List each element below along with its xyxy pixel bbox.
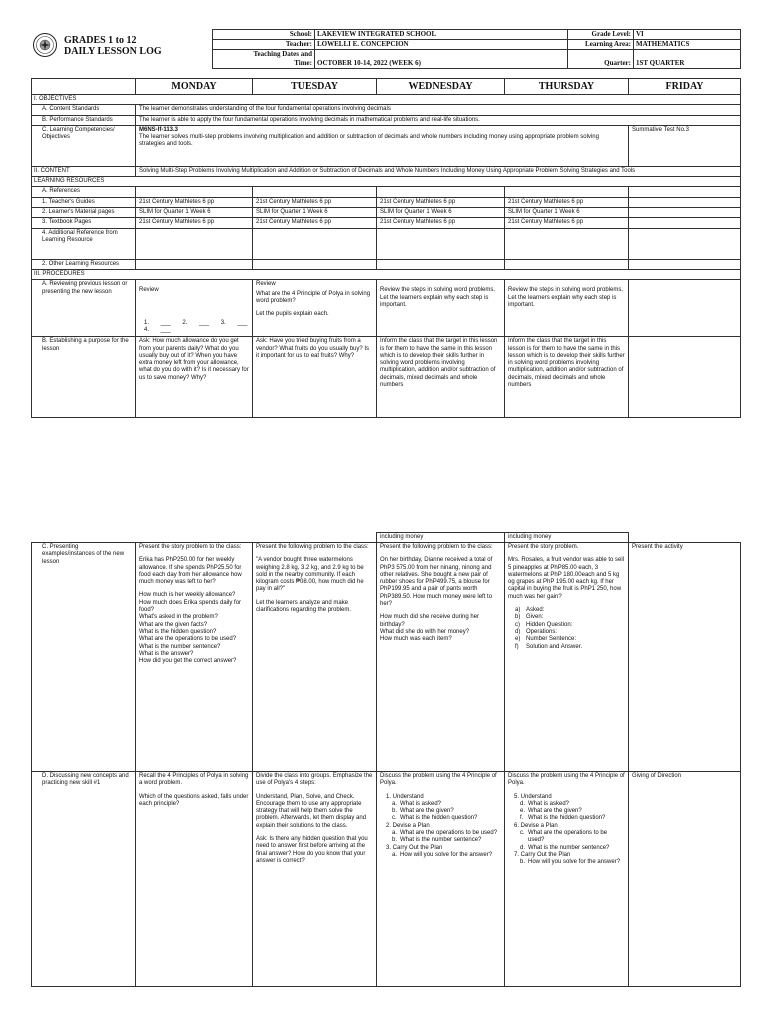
dates-value: OCTOBER 10-14, 2022 (WEEK 6) <box>315 50 568 69</box>
row-label-other-resources: 2. Other Learning Resources <box>32 259 136 269</box>
content-standards-text: The learner demonstrates understanding of the four fundamental operations involving decimals <box>136 105 741 115</box>
section-learning-resources: LEARNING RESOURCES <box>32 177 741 187</box>
discuss-thu-intro: Discuss the problem using the 4 Principle of Polya. <box>508 773 625 787</box>
other-thu <box>505 259 629 269</box>
other-wed <box>377 259 505 269</box>
competencies-cell <box>136 125 629 166</box>
day-header-wednesday: WEDNESDAY <box>377 79 505 95</box>
row-label-textbook-pages: 3. Textbook Pages <box>32 218 136 228</box>
add-thu <box>505 228 629 259</box>
discuss-thu-step2: 6. Devise a Plan <box>514 822 558 829</box>
present-mon-q1: How much is her weekly allowance? <box>139 592 236 599</box>
list-item: f) Solution and Answer. <box>515 643 583 650</box>
row-label-presenting: C. Presenting examples/instances of the new lesson <box>32 543 136 772</box>
present-tue-intro: Present the following problem to the class: <box>256 544 369 550</box>
purpose-wed: Inform the class that the target in this lesson is for them to have the same in this lesson which is to develop their skills further in solving word problems involving multiplication, addition and/or subtraction of decimals, mixed decimals and whole numbers <box>377 337 505 418</box>
cont-tue <box>253 533 377 543</box>
tb-fri <box>629 218 741 228</box>
review-thu-text: Review the steps in solving word problems. Let the learners explain why each step is important. <box>508 287 624 308</box>
review-wed <box>377 280 505 337</box>
tb-thu: 21st Century Mathletes 6 pp <box>505 218 629 228</box>
school-value: LAKEVIEW INTEGRATED SCHOOL <box>315 30 568 40</box>
row-label-content-standards: A. Content Standards <box>32 105 136 115</box>
tg-mon: 21st Century Mathletes 6 pp <box>136 197 253 207</box>
quarter-label: Quarter: <box>568 50 634 69</box>
row-label-additional-reference: 4. Additional Reference from Learning Resource <box>32 228 136 259</box>
discuss-tue-text1: Divide the class into groups. Emphasize the use of Polya's 4 steps: <box>256 773 373 787</box>
present-mon-q8: What is the answer? <box>139 650 194 657</box>
purpose-fri <box>629 337 741 418</box>
area-label: Learning Area: <box>568 40 634 50</box>
present-mon-q6: What are the operations to be used? <box>139 636 237 643</box>
list-item: e. What are the given? <box>520 808 582 815</box>
review-mon-items: 1. ___ 2. ___ 3. ___ 4. ___ <box>144 319 248 333</box>
discuss-mon-text2: Which of the questions asked, falls under each principle? <box>139 793 249 807</box>
discuss-wed-intro: Discuss the problem using the 4 Principle of Polya. <box>380 773 497 787</box>
present-mon-q7: What is the number sentence? <box>139 643 221 650</box>
tb-mon: 21st Century Mathletes 6 pp <box>136 218 253 228</box>
discuss-mon <box>136 772 253 987</box>
present-wed-q2: What did she do with her money? <box>380 628 470 635</box>
lm-mon: SLIM for Quarter 1 Week 6 <box>136 208 253 218</box>
discuss-thu-step3: 7. Carry Out the Plan <box>514 851 571 858</box>
list-item: c) Hidden Question: <box>515 621 573 628</box>
lesson-log-table-page2 <box>31 532 741 987</box>
present-tue-problem: "A vendor bought three watermelons weighing 2.8 kg, 3.2 kg, and 2.9 kg to be sold in the nearby community. If each kilogram costs ₱08.00, how much did he pay in all?" <box>256 557 364 593</box>
list-item: b. What is the number sentence? <box>392 837 482 844</box>
review-tue-title: Review <box>256 281 276 288</box>
add-mon <box>136 228 253 259</box>
present-mon-q5: What is the hidden question? <box>139 628 217 635</box>
lm-wed: SLIM for Quarter 1 Week 6 <box>377 208 505 218</box>
present-wed-intro: Present the following problem to the class: <box>380 544 493 550</box>
tg-fri <box>629 197 741 207</box>
present-fri: Present the activity <box>629 543 741 772</box>
review-tue <box>253 280 377 337</box>
discuss-wed <box>377 772 505 987</box>
discuss-thu-step1: 5. Understand <box>514 793 552 800</box>
content-text: Solving Multi-Step Problems Involving Multiplication and Addition or Subtraction of Decimals and Whole Numbers Including Money Using Appropriate Problem Solving Strategies and Tools <box>136 166 741 176</box>
row-label-purpose: B. Establishing a purpose for the lesson <box>32 337 136 418</box>
dates-label <box>213 50 315 69</box>
teacher-label: Teacher: <box>213 40 315 50</box>
grade-label: Grade Level: <box>568 30 634 40</box>
performance-standards-text: The learner is able to apply the four fundamental operations involving decimals in mathematical problems and real-life situations. <box>136 115 741 125</box>
cont-fri <box>629 533 741 543</box>
quarter-value: 1ST QUARTER <box>634 50 741 69</box>
form-title-line2: DAILY LESSON LOG <box>64 46 162 57</box>
other-tue <box>253 259 377 269</box>
present-tue-instruction: Let the learners analyze and make clarifications regarding the problem. <box>256 599 352 614</box>
present-wed-q3: How much was each item? <box>380 636 452 643</box>
competency-text: The learner solves multi-step problems involving multiplication and addition or subtraction of decimals and whole numbers including money using appropriate problem solving strategies and tools. <box>139 134 599 148</box>
list-item: b) Given: <box>515 614 544 621</box>
cont-mon <box>136 533 253 543</box>
grade-value: VI <box>634 30 741 40</box>
present-wed-problem: On her birthday, Dianne received a total of PhP3 575.00 from her ninang, ninong and other relatives. She bought a new pair of rubber shoes for PhP499.75, a blouse for PhP199.95 and a pair of pants worth PhP389.50. How much money were left to her? <box>380 557 493 608</box>
discuss-fri: Giving of Direction <box>629 772 741 987</box>
list-item: a. What is asked? <box>392 800 442 807</box>
review-tue-instruction: Let the pupils explain each. <box>256 311 329 318</box>
section-objectives: I. OBJECTIVES <box>32 95 741 105</box>
list-item: b. What are the given? <box>392 808 454 815</box>
tg-thu: 21st Century Mathletes 6 pp <box>505 197 629 207</box>
present-mon-q3: What's asked in the problem? <box>139 614 218 621</box>
deped-seal-icon <box>33 33 57 57</box>
row-label-reviewing: A. Reviewing previous lesson or presenting the new lesson <box>32 280 136 337</box>
add-wed <box>377 228 505 259</box>
discuss-tue-text2: Understand, Plan, Solve, and Check. Encourage them to use any appropriate strategy that will help them solve the problem. Afterwards, let them display and explain their solutions to the class. <box>256 793 367 829</box>
present-mon-q4: What are the given facts? <box>139 621 208 628</box>
other-fri <box>629 259 741 269</box>
present-thu-problem: Mrs. Rosales, a fruit vendor was able to sell 5 pineapples at PhP85.00 each, 3 watermelons at PhP 180.00each and 5 kg og grapes at PhP 195.00 each kg. If her capital in buying the fruit is PhP1 250, how much was her gain? <box>508 557 625 600</box>
list-item: f. What is the hidden question? <box>520 815 606 822</box>
lm-tue: SLIM for Quarter 1 Week 6 <box>253 208 377 218</box>
list-item: a. How will you solve for the answer? <box>392 851 493 858</box>
cont-label <box>32 533 136 543</box>
form-title-line1: GRADES 1 to 12 <box>64 35 137 46</box>
cont-thu: including money <box>505 533 629 543</box>
dates-label-line2: Time: <box>294 59 312 67</box>
discuss-mon-text1: Recall the 4 Principles of Polya in solving a word problem. <box>139 773 249 787</box>
row-label-references: A. References <box>32 187 136 197</box>
present-mon <box>136 543 253 772</box>
review-mon <box>136 280 253 337</box>
references-tue <box>253 187 377 197</box>
corner-cell <box>32 79 136 95</box>
discuss-thu <box>505 772 629 987</box>
lm-fri <box>629 208 741 218</box>
present-mon-q2: How much does Erika spends daily for food? <box>139 599 242 614</box>
day-header-tuesday: TUESDAY <box>253 79 377 95</box>
list-item: c. What are the operations to be used? <box>520 830 608 844</box>
present-thu <box>505 543 629 772</box>
discuss-tue <box>253 772 377 987</box>
references-mon <box>136 187 253 197</box>
day-header-monday: MONDAY <box>136 79 253 95</box>
form-title <box>64 35 162 57</box>
discuss-tue-text3: Ask: Is there any hidden question that you need to answer first before arriving at the final answer? How do you know that your answer is correct? <box>256 836 368 864</box>
list-item: c. What is the hidden question? <box>392 815 478 822</box>
competency-code: M6NS-If-113.3 <box>139 126 179 133</box>
review-wed-text: Review the steps in solving word problems. Let the learners explain why each step is important. <box>380 287 496 308</box>
references-thu <box>505 187 629 197</box>
dates-label-line1: Teaching Dates and <box>253 50 312 58</box>
list-item: e) Number Sentence: <box>515 636 577 643</box>
discuss-wed-step2: 2. Devise a Plan <box>386 822 430 829</box>
list-item: d. What is the number sentence? <box>520 844 610 851</box>
lm-thu: SLIM for Quarter 1 Week 6 <box>505 208 629 218</box>
tb-wed: 21st Century Mathletes 6 pp <box>377 218 505 228</box>
present-mon-problem: Erika has PhP250.00 for her weekly allowance. If she spends PhP25.50 for food each day from her allowance how much money was left to her? <box>139 557 242 586</box>
review-mon-title: Review <box>139 287 159 294</box>
row-label-teachers-guides: 1. Teacher's Guides <box>32 197 136 207</box>
present-mon-intro: Present the story problem to the class: <box>139 544 242 550</box>
row-label-discussing: D. Discussing new concepts and practicing new skill #1 <box>32 772 136 987</box>
area-value: MATHEMATICS <box>634 40 741 50</box>
section-procedures: III. PROCEDURES <box>32 269 741 279</box>
purpose-tue: Ask: Have you tried buying fruits from a vendor? What fruits do you usually buy? Is it important for us to eat fruits? Why? <box>253 337 377 418</box>
review-tue-question: What are the 4 Principle of Polya in solving word problem? <box>256 290 371 304</box>
school-label: School: <box>213 30 315 40</box>
row-label-performance-standards: B. Performance Standards <box>32 115 136 125</box>
tg-wed: 21st Century Mathletes 6 pp <box>377 197 505 207</box>
review-fri <box>629 280 741 337</box>
present-wed <box>377 543 505 772</box>
list-item: a. What are the operations to be used? <box>392 830 498 837</box>
list-item: d. What is asked? <box>520 800 570 807</box>
present-thu-intro: Present the story problem. <box>508 544 579 550</box>
add-tue <box>253 228 377 259</box>
present-wed-q1: How much did she receive during her birthday? <box>380 614 480 628</box>
list-item: b. How will you solve for the answer? <box>520 859 621 866</box>
review-thu <box>505 280 629 337</box>
discuss-wed-step3: 3. Carry Out the Plan <box>386 844 443 851</box>
present-thu-steps <box>508 607 625 651</box>
list-item: a) Asked: <box>515 607 545 614</box>
purpose-mon: Ask: How much allowance do you get from your parents daily? What do you usually buy out of it? When you have extra money left from your allowance, what do you do with it? Is it necessary for us to save money? Why? <box>136 337 253 418</box>
tb-tue: 21st Century Mathletes 6 pp <box>253 218 377 228</box>
cont-wed: including money <box>377 533 505 543</box>
header-info-table <box>212 29 741 69</box>
references-fri <box>629 187 741 197</box>
row-label-learners-material: 2. Learner's Material pages <box>32 208 136 218</box>
row-label-competencies: C. Learning Competencies/ Objectives <box>32 125 136 166</box>
discuss-wed-step1: 1. Understand <box>386 793 424 800</box>
list-item: d) Operations: <box>515 628 558 635</box>
references-wed <box>377 187 505 197</box>
present-mon-q9: How did you get the correct answer? <box>139 658 237 665</box>
day-header-friday: FRIDAY <box>629 79 741 95</box>
teacher-value: LOWELLI E. CONCEPCION <box>315 40 568 50</box>
competency-friday: Summative Test No.3 <box>629 125 741 166</box>
add-fri <box>629 228 741 259</box>
present-tue <box>253 543 377 772</box>
row-label-content: II. CONTENT <box>32 166 136 176</box>
tg-tue: 21st Century Mathletes 6 pp <box>253 197 377 207</box>
day-header-thursday: THURSDAY <box>505 79 629 95</box>
lesson-log-table-page1 <box>31 78 741 418</box>
purpose-thu: Inform the class that the target in this lesson is for them to have the same in this lesson which is to develop their skills further in solving word problems involving multiplication, addition and/or subtraction of decimals, mixed decimals and whole numbers <box>505 337 629 418</box>
other-mon <box>136 259 253 269</box>
